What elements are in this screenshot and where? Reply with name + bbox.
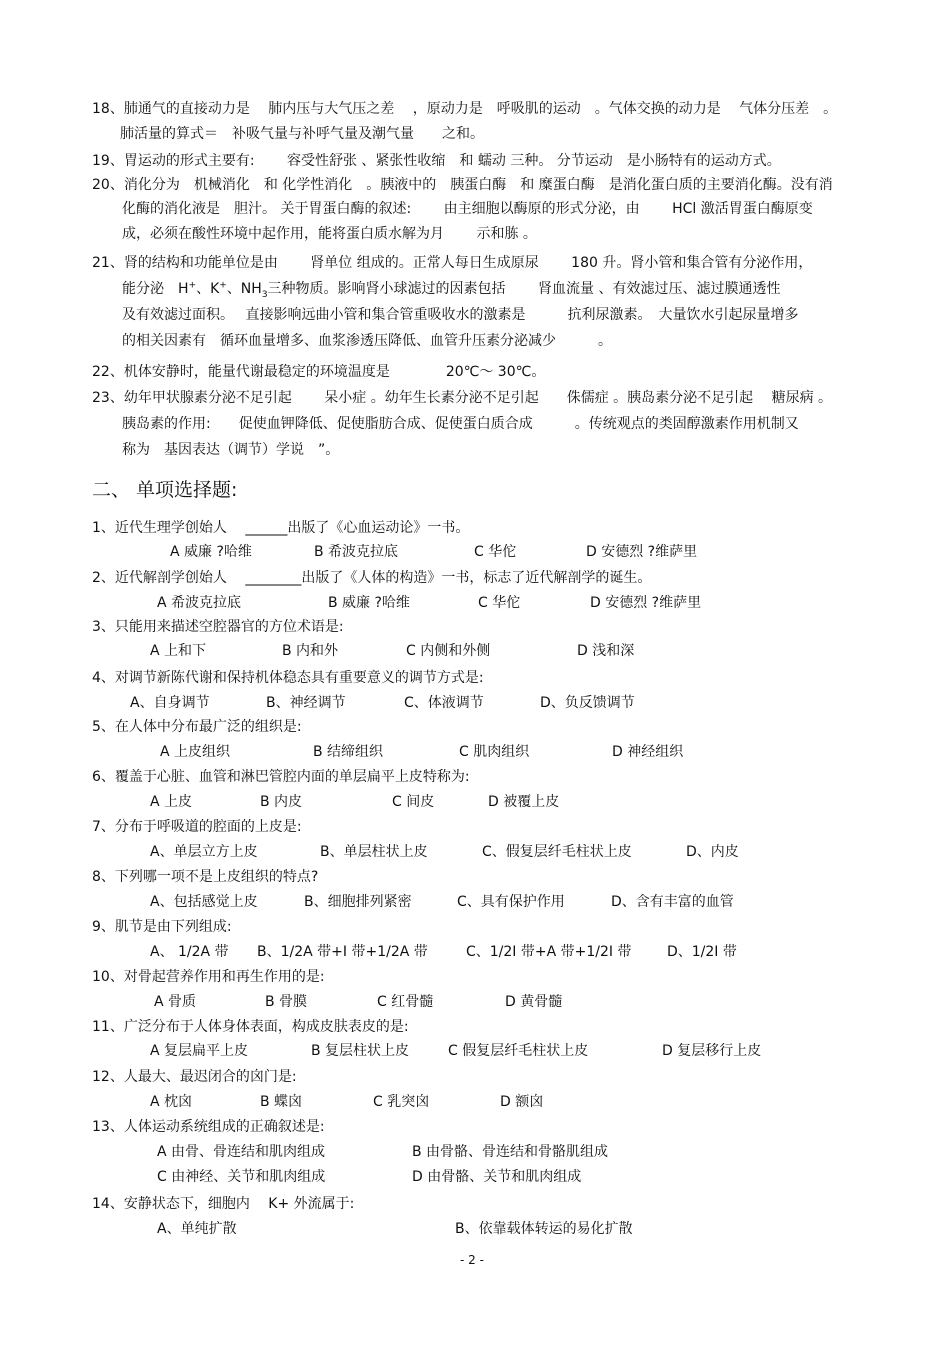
mc-q6-option-b: B 内皮: [260, 794, 303, 810]
mc-q6: 6、覆盖于心脏、血管和淋巴管腔内面的单层扁平上皮特称为:: [92, 769, 470, 785]
mc-q12-option-c: C 乳突囟: [373, 1094, 430, 1110]
q20-line-3: 成，必须在酸性环境中起作用，能将蛋白质水解为月 示和胨 。: [122, 226, 537, 242]
q21-line-1: 21、肾的结构和功能单位是由 肾单位 组成的。正常人每日生成原尿 180 升。肾小管和集合管有分泌作用，: [92, 255, 813, 271]
mc-q1-option-a: A 威廉 ?哈维: [170, 544, 252, 560]
mc-q11-option-a: A 复层扁平上皮: [150, 1043, 249, 1059]
section-title: 二、 单项选择题:: [92, 479, 238, 501]
mc-q10: 10、对骨起营养作用和再生作用的是:: [92, 969, 325, 985]
mc-q11-option-c: C 假复层纤毛柱状上皮: [448, 1043, 589, 1059]
mc-q12-option-a: A 枕囟: [150, 1094, 193, 1110]
mc-q8-option-b: B、细胞排列紧密: [304, 894, 412, 910]
mc-q6-option-d: D 被覆上皮: [488, 794, 560, 810]
q21-nh3-subscript: 3: [261, 289, 268, 300]
mc-q3-option-b: B 内和外: [282, 643, 339, 659]
q21-k-superscript: +: [219, 280, 227, 291]
mc-q14-option-b: B、依靠载体转运的易化扩散: [455, 1221, 633, 1237]
mc-q2-option-a: A 希波克拉底: [157, 595, 242, 611]
q23-line-1: 23、幼年甲状腺素分泌不足引起 呆小症 。幼年生长素分泌不足引起 侏儒症 。胰岛素分泌不足引起 糖尿病 。: [92, 390, 833, 406]
mc-q11-option-d: D 复层移行上皮: [662, 1043, 762, 1059]
mc-q7-option-a: A、单层立方上皮: [150, 844, 258, 860]
mc-q4-option-a: A、自身调节: [130, 695, 210, 711]
q21-line-2: [122, 280, 781, 300]
mc-q3-option-d: D 浅和深: [577, 643, 635, 659]
mc-q10-option-c: C 红骨髓: [377, 994, 434, 1010]
mc-q13-option-c: C 由神经、关节和肌肉组成: [157, 1169, 326, 1185]
mc-q14: 14、安静状态下，细胞内 K+ 外流属于:: [92, 1196, 355, 1212]
mc-q8-option-c: C、具有保护作用: [457, 894, 565, 910]
mc-q14-option-a: A、单纯扩散: [157, 1221, 237, 1237]
q21-k-text: 、K: [196, 281, 220, 297]
mc-q6-option-c: C 间皮: [392, 794, 435, 810]
mc-q1-option-d: D 安德烈 ?维萨里: [586, 544, 698, 560]
page-number: - 2 -: [460, 1253, 484, 1267]
mc-q5-option-c: C 肌肉组织: [459, 744, 530, 760]
mc-q7-option-c: C、假复层纤毛柱状上皮: [482, 844, 632, 860]
q20-line-2: 化酶的消化液是 胆汁。 关于胃蛋白酶的叙述: 由主细胞以酶原的形式分泌，由 HCl 激活胃蛋白酶原变: [122, 201, 813, 217]
mc-q1-option-b: B 希波克拉底: [314, 544, 399, 560]
mc-q8: 8、下列哪一项不是上皮组织的特点?: [92, 869, 319, 885]
mc-q11: 11、广泛分布于人体身体表面，构成皮肤表皮的是:: [92, 1019, 409, 1035]
mc-q3: 3、只能用来描述空腔器官的方位术语是:: [92, 619, 344, 635]
mc-q6-option-a: A 上皮: [150, 794, 193, 810]
mc-q5: 5、在人体中分布最广泛的组织是:: [92, 719, 302, 735]
mc-q12: 12、人最大、最迟闭合的囟门是:: [92, 1069, 297, 1085]
q23-line-3: 称为 基因表达（调节）学说 ”。: [122, 442, 340, 458]
mc-q4-option-c: C、体液调节: [404, 695, 484, 711]
mc-q1: 1、近代生理学创始人 ______出版了《心血运动论》一书。: [92, 520, 470, 536]
mc-q4-option-d: D、负反馈调节: [540, 695, 635, 711]
mc-q13-option-b: B 由骨骼、骨连结和骨骼肌组成: [412, 1144, 609, 1160]
q21-line-2-rest: 三种物质。影响肾小球滤过的因素包括 肾血流量 、有效滤过压、滤过膜通透性: [267, 281, 781, 297]
mc-q13: 13、人体运动系统组成的正确叙述是:: [92, 1119, 325, 1135]
mc-q13-option-d: D 由骨骼、关节和肌肉组成: [412, 1169, 582, 1185]
mc-q9-option-d: D、1/2I 带: [667, 944, 737, 960]
q21-nh-text: 、NH: [226, 281, 262, 297]
q21-line-4: 的相关因素有 循环血量增多、血浆渗透压降低、血管升压素分泌减少 。: [122, 333, 612, 349]
mc-q10-option-d: D 黄骨髓: [505, 994, 563, 1010]
q22-line-1: 22、机体安静时，能量代谢最稳定的环境温度是 20℃～ 30℃。: [92, 364, 546, 380]
mc-q3-option-c: C 内侧和外侧: [406, 643, 491, 659]
mc-q5-option-d: D 神经组织: [612, 744, 684, 760]
mc-q2: 2、近代解剖学创始人 ________出版了《人体的构造》一书，标志了近代解剖学的诞生。: [92, 570, 652, 586]
q21-h-superscript: +: [188, 280, 197, 291]
mc-q7-option-d: D、内皮: [686, 844, 739, 860]
mc-q2-option-d: D 安德烈 ?维萨里: [590, 595, 702, 611]
mc-q4-option-b: B、神经调节: [266, 695, 346, 711]
mc-q12-option-d: D 额囟: [500, 1094, 544, 1110]
mc-q11-option-b: B 复层柱状上皮: [311, 1043, 410, 1059]
mc-q9-option-b: B、1/2A 带+I 带+1/2A 带: [257, 944, 428, 960]
q21-h-text: 能分泌 H: [122, 281, 189, 297]
q21-line-3: 及有效滤过面积。 直接影响远曲小管和集合管重吸收水的激素是 抗利尿激素。 大量饮水引起尿量增多: [122, 307, 799, 323]
mc-q5-option-b: B 结缔组织: [313, 744, 384, 760]
mc-q7-option-b: B、单层柱状上皮: [320, 844, 428, 860]
mc-q2-option-b: B 威廉 ?哈维: [328, 595, 410, 611]
mc-q5-option-a: A 上皮组织: [160, 744, 231, 760]
q19-line-1: 19、胃运动的形式主要有: 容受性舒张 、紧张性收缩 和 蠕动 三种。 分节运动 是小肠特有的运动方式。: [92, 153, 781, 169]
mc-q7: 7、分布于呼吸道的腔面的上皮是:: [92, 819, 302, 835]
q23-line-2: 胰岛素的作用: 促使血钾降低、促使脂肪合成、促使蛋白质合成 。传统观点的类固醇激素作用机制又: [122, 416, 799, 432]
mc-q9-option-a: A、 1/2A 带: [150, 944, 229, 960]
mc-q8-option-d: D、含有丰富的血管: [611, 894, 734, 910]
mc-q1-option-c: C 华佗: [474, 544, 517, 560]
mc-q13-option-a: A 由骨、骨连结和肌肉组成: [157, 1144, 326, 1160]
mc-q3-option-a: A 上和下: [150, 643, 207, 659]
mc-q9: 9、肌节是由下列组成:: [92, 919, 232, 935]
mc-q4: 4、对调节新陈代谢和保持机体稳态具有重要意义的调节方式是:: [92, 670, 484, 686]
q20-line-1: 20、消化分为 机械消化 和 化学性消化 。胰液中的 胰蛋白酶 和 糜蛋白酶 是消化蛋白质的主要消化酶。没有消: [92, 177, 833, 193]
mc-q10-option-a: A 骨质: [154, 994, 197, 1010]
q18-line-2: 肺活量的算式＝ 补吸气量与补呼气量及潮气量 之和。: [120, 126, 484, 142]
mc-q12-option-b: B 蝶囟: [260, 1094, 303, 1110]
q18-line-1: 18、肺通气的直接动力是 肺内压与大气压之差 ，原动力是 呼吸肌的运动 。气体交换的动力是 气体分压差 。: [92, 101, 838, 117]
mc-q9-option-c: C、1/2I 带+A 带+1/2I 带: [466, 944, 632, 960]
mc-q10-option-b: B 骨膜: [265, 994, 308, 1010]
mc-q2-option-c: C 华佗: [478, 595, 521, 611]
mc-q8-option-a: A、包括感觉上皮: [150, 894, 258, 910]
